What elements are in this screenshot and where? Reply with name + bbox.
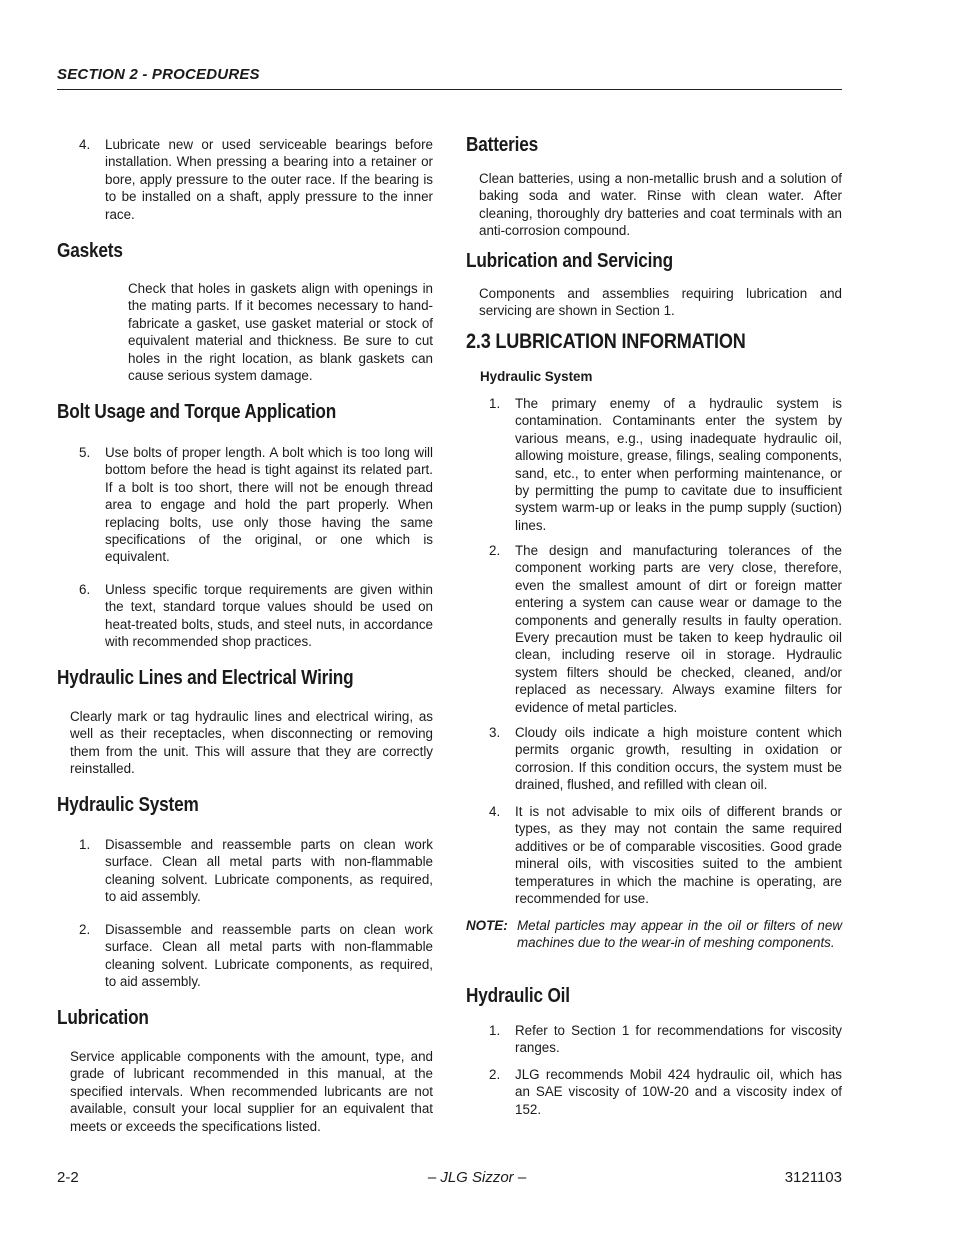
- heading-batteries: Batteries: [466, 134, 539, 156]
- footer-center: – JLG Sizzor –: [427, 1169, 527, 1186]
- item-text: Disassemble and reassemble parts on clean work surface. Clean all metal parts with non-flammable cleaning solvent. Lubricate components, as required, to aid assembly.: [105, 922, 433, 990]
- note-label: NOTE:: [466, 918, 508, 933]
- item-text: The primary enemy of a hydraulic system is contamination. Contaminants enter the system by various means, e.g., using inadequate hydraulic oil, allowing moisture, grease, filings, sealing components, sand, etc., to enter when performing maintenance, or by permitting the pump to cavitate due to insufficient system warm-up or leaks in the pump supply (suction) lines.: [515, 396, 842, 533]
- item-number: 2.: [489, 543, 501, 558]
- item-text: Disassemble and reassemble parts on clean work surface. Clean all metal parts with non-flammable cleaning solvent. Lubricate components, as required, to aid assembly.: [105, 837, 433, 905]
- header-rule: [57, 89, 842, 90]
- page-number: 2-2: [57, 1169, 79, 1186]
- item-text: Use bolts of proper length. A bolt which is too long will bottom before the head is tight against its related part. If a bolt is too short, there will not be enough thread area to engage and hold the part properly. When replacing bolts, use only those having the same specifications of the original, or one which is equivalent.: [105, 445, 433, 565]
- lubrication-servicing-paragraph: Components and assemblies requiring lubrication and servicing are shown in Section 1.: [479, 286, 842, 319]
- heading-hydraulic-oil: Hydraulic Oil: [466, 985, 570, 1007]
- doc-number: 3121103: [784, 1169, 842, 1186]
- heading-gaskets: Gaskets: [57, 240, 123, 262]
- section-title: SECTION 2 - PROCEDURES: [57, 66, 260, 83]
- item-number: 5.: [79, 445, 91, 460]
- item-text: JLG recommends Mobil 424 hydraulic oil, which has an SAE viscosity of 10W-20 and a viscosity index of 152.: [515, 1067, 842, 1117]
- item-number: 1.: [79, 837, 91, 852]
- item-number: 4.: [79, 137, 91, 152]
- item-number: 1.: [489, 1023, 501, 1038]
- heading-lubrication-information: 2.3 LUBRICATION INFORMATION: [466, 330, 746, 353]
- hydraulic-lines-paragraph: Clearly mark or tag hydraulic lines and electrical wiring, as well as their receptacles, when disconnecting or removing them from the unit. This will assure that they are correctly reinstalled.: [70, 709, 433, 777]
- item-text: The design and manufacturing tolerances of the component working parts are very close, therefore, even the smallest amount of dirt or foreign matter entering a system can cause wear or damage to the components and generally results in faulty operation. Every precaution must be taken to keep hydraulic oil clean, including reserve oil in storage. Hydraulic system filters should be checked, cleaned, and/or replaced as necessary. Always examine filters for evidence of metal particles.: [515, 543, 842, 715]
- item-number: 6.: [79, 582, 91, 597]
- item-number: 4.: [489, 804, 501, 819]
- item-text: It is not advisable to mix oils of different brands or types, as they may not contain the same required additives or be of comparable viscosities. Good grade mineral oils, with viscosities suited to the ambient temperatures in which the machine is operating, are recommended for use.: [515, 804, 842, 907]
- batteries-paragraph: Clean batteries, using a non-metallic brush and a solution of baking soda and water. Rinse with clean water. After cleaning, thoroughly dry batteries and coat terminals with an anti-corrosion compound.: [479, 171, 842, 239]
- heading-hydraulic-lines: Hydraulic Lines and Electrical Wiring: [57, 667, 354, 689]
- heading-lubrication: Lubrication: [57, 1007, 149, 1029]
- item-text: Refer to Section 1 for recommendations for viscosity ranges.: [515, 1023, 842, 1056]
- note-text: Metal particles may appear in the oil or filters of new machines due to the wear-in of meshing components.: [517, 918, 842, 951]
- item-number: 3.: [489, 725, 501, 740]
- item-number: 2.: [79, 922, 91, 937]
- item-text: Cloudy oils indicate a high moisture content which permits organic growth, resulting in oxidation or corrosion. If this condition occurs, the system must be drained, flushed, and refilled with clean oil.: [515, 725, 842, 793]
- subheading-hydraulic-system: Hydraulic System: [480, 369, 593, 384]
- heading-hydraulic-system: Hydraulic System: [57, 794, 199, 816]
- item-number: 1.: [489, 396, 501, 411]
- item-text: Lubricate new or used serviceable bearings before installation. When pressing a bearing into a retainer or bore, apply pressure to the outer race. If the bearing is to be installed on a shaft, apply pressure to the inner race.: [105, 137, 433, 222]
- item-text: Unless specific torque requirements are given within the text, standard torque values should be used on heat-treated bolts, studs, and steel nuts, in accordance with recommended shop practices.: [105, 582, 433, 650]
- gaskets-paragraph: Check that holes in gaskets align with openings in the mating parts. If it becomes necessary to hand-fabricate a gasket, use gasket material or stock of equivalent material and thickness. Be sure to cut holes in the right location, as blank gaskets can cause serious system damage.: [128, 281, 433, 384]
- heading-lubrication-servicing: Lubrication and Servicing: [466, 250, 673, 272]
- heading-bolt-usage: Bolt Usage and Torque Application: [57, 401, 337, 423]
- lubrication-paragraph: Service applicable components with the amount, type, and grade of lubricant recommended in this manual, at the specified intervals. When recommended lubricants are not available, consult your local supplier for an equivalent that meets or exceeds the specifications listed.: [70, 1049, 433, 1134]
- item-number: 2.: [489, 1067, 501, 1082]
